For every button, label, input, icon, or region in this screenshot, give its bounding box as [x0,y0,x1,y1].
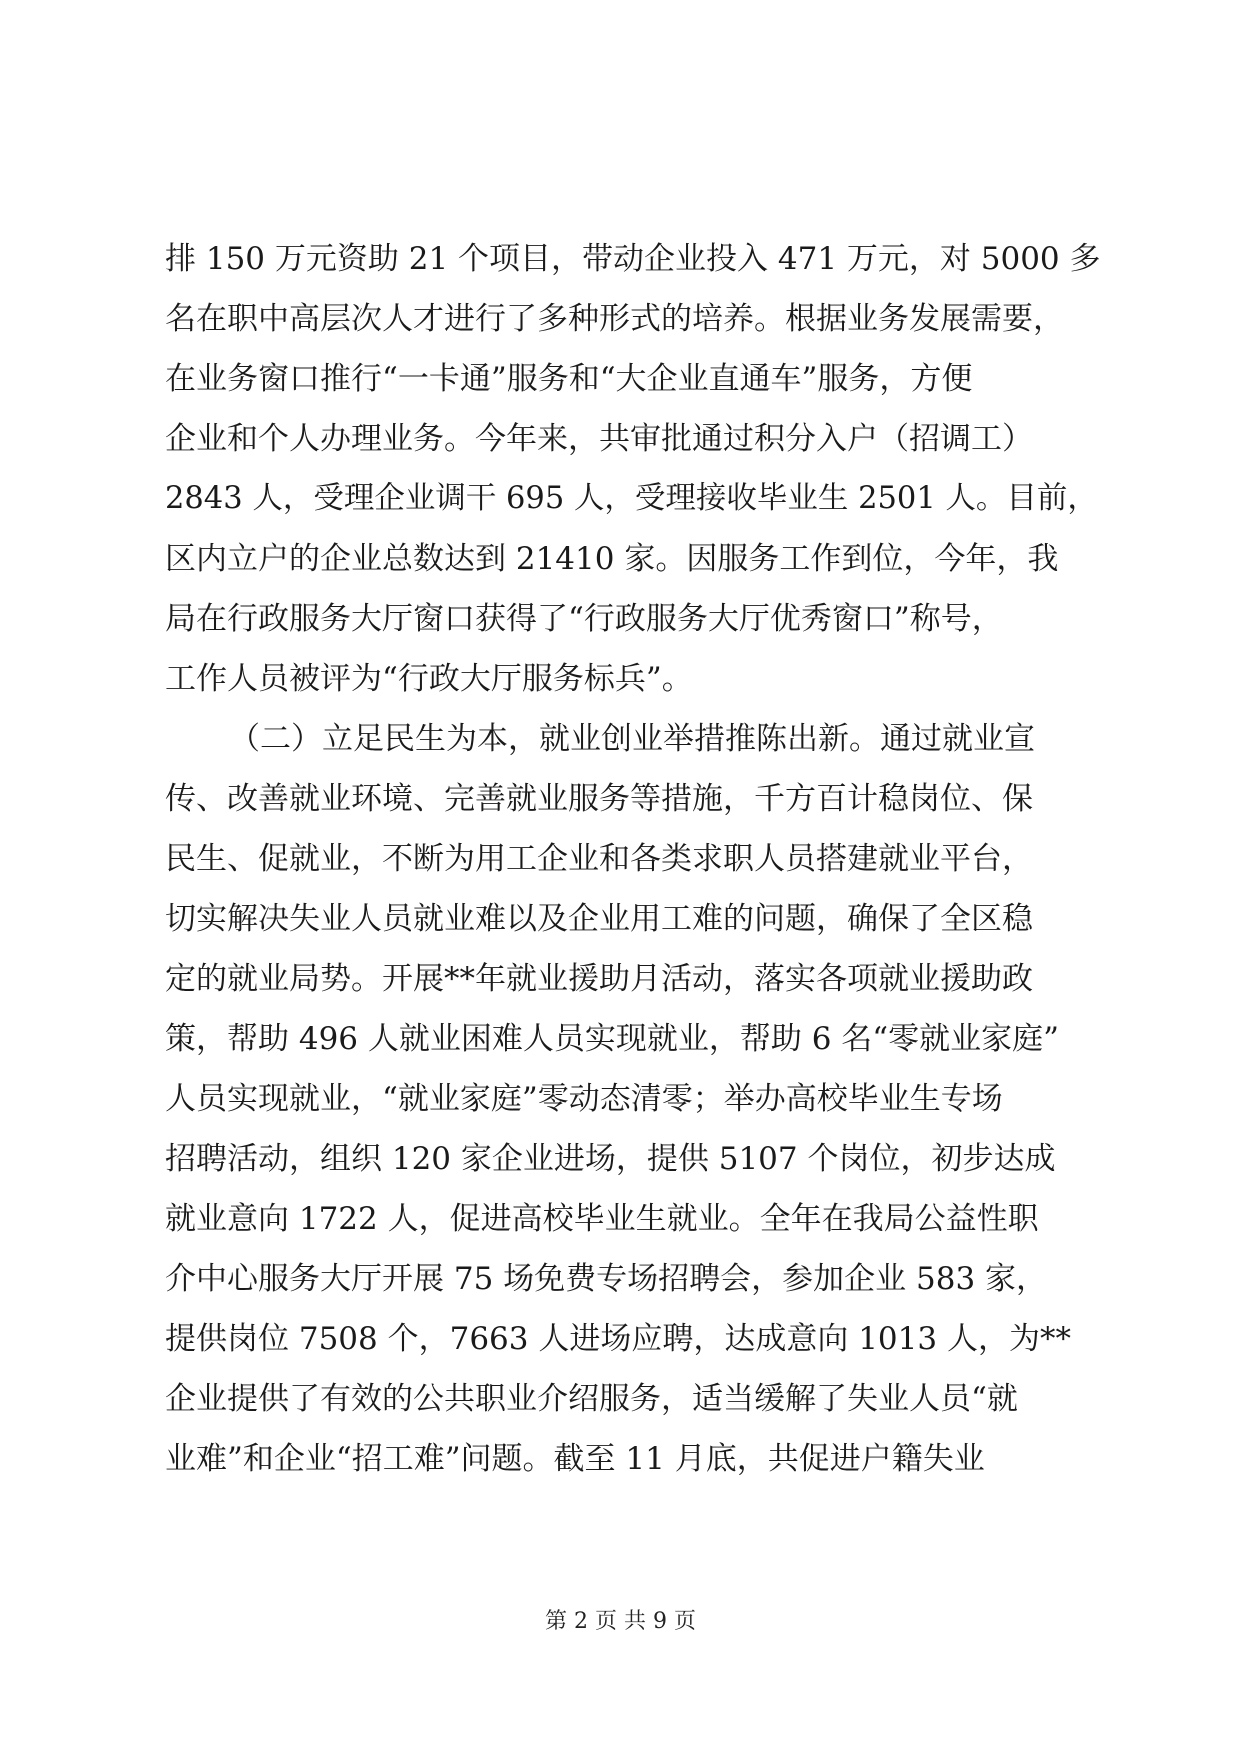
text-line: 工作人员被评为“行政大厅服务标兵”。 [165,661,693,697]
text-line: 定的就业局势。开展**年就业援助月活动，落实各项就业援助政 [165,961,1033,997]
text-line: 民生、促就业，不断为用工企业和各类求职人员搭建就业平台， [165,841,1033,877]
page-number-footer: 第 2 页 共 9 页 [545,1609,696,1634]
text-line: 传、改善就业环境、完善就业服务等措施，千方百计稳岗位、保 [165,781,1033,817]
text-line: 业难”和企业“招工难”问题。截至 11 月底，共促进户籍失业 [165,1441,985,1477]
text-line: 策，帮助 496 人就业困难人员实现就业，帮助 6 名“零就业家庭” [165,1021,1060,1057]
text-line: 就业意向 1722 人，促进高校毕业生就业。全年在我局公益性职 [165,1201,1039,1237]
text-line: 区内立户的企业总数达到 21410 家。因服务工作到位，今年，我 [165,541,1059,577]
text-line: 人员实现就业，“就业家庭”零动态清零；举办高校毕业生专场 [165,1081,1003,1117]
text-line: 招聘活动，组织 120 家企业进场，提供 5107 个岗位，初步达成 [165,1141,1056,1177]
text-line: 排 150 万元资助 21 个项目，带动企业投入 471 万元，对 5000 多 [165,241,1101,277]
text-line: 名在职中高层次人才进行了多种形式的培养。根据业务发展需要， [165,301,1064,337]
paragraph-first-line: （二）立足民生为本，就业创业举措推陈出新。通过就业宣 [229,721,1035,757]
text-line: 局在行政服务大厅窗口获得了“行政服务大厅优秀窗口”称号， [165,601,1003,637]
text-line: 介中心服务大厅开展 75 场免费专场招聘会，参加企业 583 家， [165,1261,1048,1297]
text-line: 企业和个人办理业务。今年来，共审批通过积分入户（招调工） [165,421,1033,457]
text-line: 切实解决失业人员就业难以及企业用工难的问题，确保了全区稳 [165,901,1033,937]
text-line: 在业务窗口推行“一卡通”服务和“大企业直通车”服务，方便 [165,361,973,397]
text-line: 企业提供了有效的公共职业介绍服务，适当缓解了失业人员“就 [165,1381,1018,1417]
text-line: 提供岗位 7508 个，7663 人进场应聘，达成意向 1013 人，为** [165,1321,1071,1357]
text-line: 2843 人，受理企业调干 695 人，受理接收毕业生 2501 人。目前， [165,481,1098,516]
